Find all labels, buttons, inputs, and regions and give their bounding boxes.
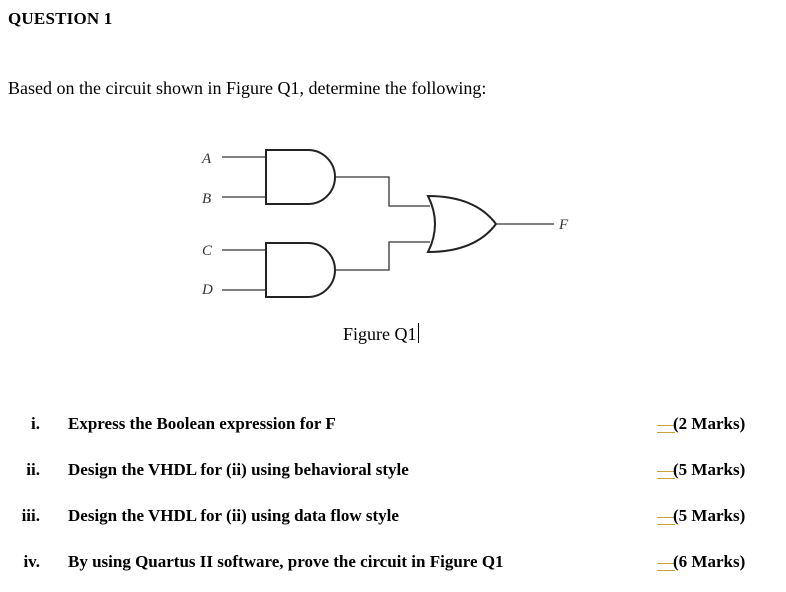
figure-caption[interactable] xyxy=(343,323,419,345)
question-number: i. xyxy=(31,414,40,433)
output-label-f: F xyxy=(559,217,569,233)
input-label-a: A xyxy=(202,151,212,167)
input-label-b: B xyxy=(202,191,212,207)
question-item-iii xyxy=(0,506,786,530)
input-label-c: C xyxy=(202,243,213,259)
question-marks: (2 Marks) xyxy=(657,414,745,434)
figure-caption-text: Figure Q1 xyxy=(343,324,417,344)
wire-and-lower-out xyxy=(335,242,430,270)
question-heading: QUESTION 1 xyxy=(8,9,113,28)
question-item-i xyxy=(0,414,786,438)
question-text: By using Quartus II software, prove the circuit in Figure Q1 xyxy=(68,552,504,571)
and-gate-upper xyxy=(266,150,335,204)
and-gate-lower xyxy=(266,243,335,297)
question-item-iv xyxy=(0,552,786,576)
question-number: iv. xyxy=(23,552,40,571)
question-text: Design the VHDL for (ii) using data flow style xyxy=(68,506,399,525)
wire-and-upper-out xyxy=(335,177,430,206)
question-number: iii. xyxy=(21,506,40,525)
question-intro: Based on the circuit shown in Figure Q1, determine the following: xyxy=(8,78,487,98)
question-marks: (5 Marks) xyxy=(657,506,745,526)
question-marks: (5 Marks) xyxy=(657,460,745,480)
question-item-ii xyxy=(0,460,786,484)
question-text: Design the VHDL for (ii) using behavioral style xyxy=(68,460,409,479)
or-gate xyxy=(428,196,496,252)
question-marks: (6 Marks) xyxy=(657,552,745,572)
input-label-d: D xyxy=(202,282,213,298)
question-number: ii. xyxy=(26,460,40,479)
text-cursor xyxy=(418,323,419,343)
question-text: Express the Boolean expression for F xyxy=(68,414,336,433)
circuit-diagram xyxy=(190,140,590,310)
